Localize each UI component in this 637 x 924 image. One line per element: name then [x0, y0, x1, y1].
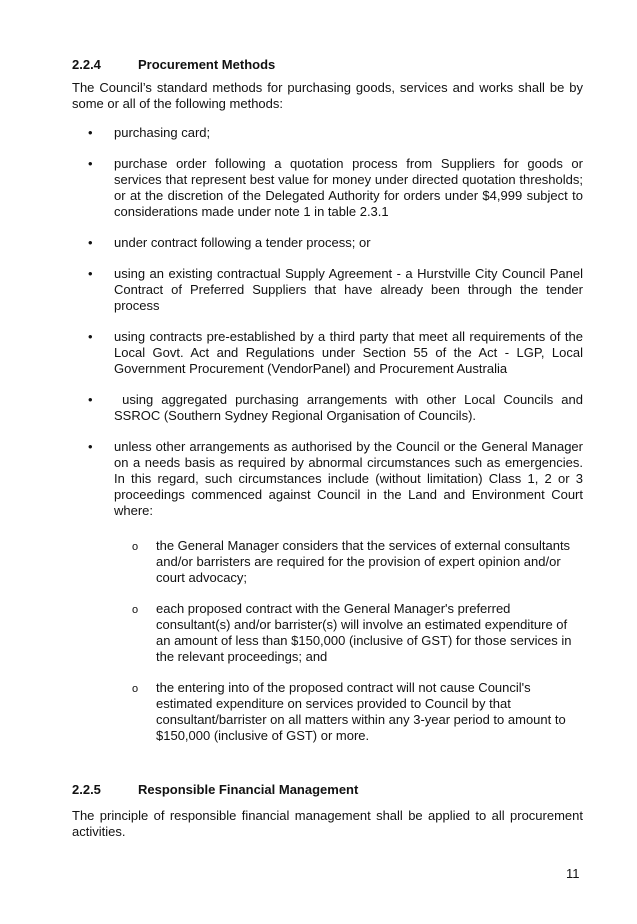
list-item: • purchasing card; — [72, 125, 583, 141]
list-item: • under contract following a tender process; or — [72, 235, 583, 251]
list-item-with-subitems — [72, 439, 583, 744]
sub-list-item: o the General Manager considers that the services of external consultants and/or barristers are required for the provision of expert opinion and/or court advocacy; — [72, 538, 583, 586]
section-heading-responsible-financial-management — [72, 782, 358, 797]
sub-list-item: o the entering into of the proposed contract will not cause Council's estimated expenditure on services provided to Council by that consultant/barrister on all matters within any 3-year period to amount to $150,000 (inclusive of GST) or more. — [72, 680, 583, 744]
list-item-text: unless other arrangements as authorised by the Council or the General Manager on a needs basis as required by abnormal circumstances such as emergencies. In this regard, such circumstances include (without limitation) Class 1, 2 or 3 proceedings commenced against Council in the Land and Environment Court where: — [114, 439, 583, 518]
section-heading-procurement-methods — [72, 57, 275, 72]
section-number: 2.2.5 — [72, 782, 101, 797]
list-item: • using contracts pre-established by a third party that meet all requirements of the Local Govt. Act and Regulations under Section 55 of the Act - LGP, Local Government Procurement (VendorPanel) and Procurement Australia — [72, 329, 583, 377]
sub-list-item: o each proposed contract with the General Manager's preferred consultant(s) and/or barrister(s) will involve an estimated expenditure of an amount of less than $150,000 (inclusive of GST) for those services in the relevant proceedings; and — [72, 601, 583, 665]
list-item: • purchase order following a quotation process from Suppliers for goods or services that represent best value for money under directed quotation thresholds; or at the discretion of the Delegated Authority for orders under $4,999 subject to considerations made under note 1 in table 2.3.1 — [72, 156, 583, 220]
section-number: 2.2.4 — [72, 57, 101, 72]
sub-list — [72, 538, 583, 744]
section-title: Procurement Methods — [138, 57, 276, 72]
section-title: Responsible Financial Management — [138, 782, 359, 797]
list-item: • using an existing contractual Supply Agreement - a Hurstville City Council Panel Contract of Preferred Suppliers that have already been through the tender process — [72, 266, 583, 314]
list-item: • using aggregated purchasing arrangements with other Local Councils and SSROC (Southern Sydney Regional Organisation of Councils). — [72, 392, 583, 424]
section-intro-paragraph: The Council’s standard methods for purchasing goods, services and works shall be by some or all of the following methods: — [72, 80, 583, 111]
procurement-methods-list — [72, 125, 587, 759]
page-number: 11 — [566, 866, 580, 881]
section-body-paragraph: The principle of responsible financial management shall be applied to all procurement activities. — [72, 808, 583, 839]
